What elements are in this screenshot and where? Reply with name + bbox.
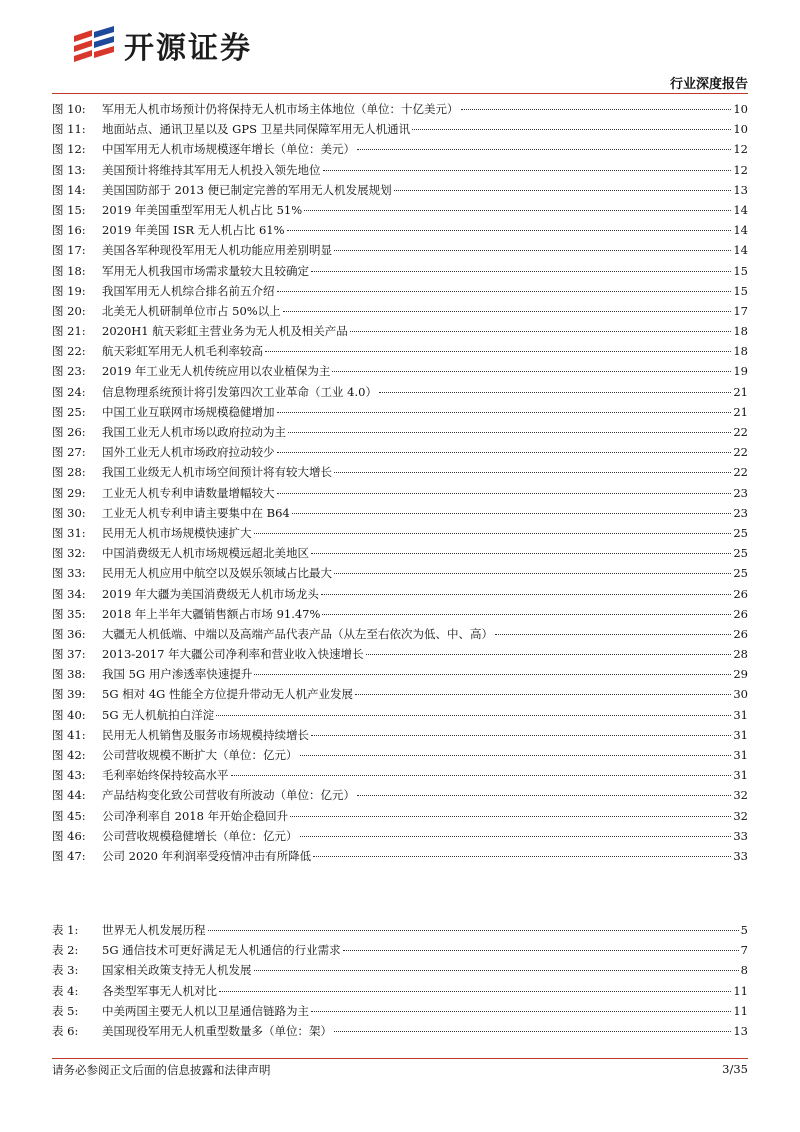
entry-label: 图 35: (52, 606, 86, 621)
table-toc-entry[interactable] (52, 940, 748, 960)
figure-toc-entry[interactable] (52, 684, 748, 704)
entry-title: 信息物理系统预计将引发第四次工业革命（工业 4.0） (102, 384, 377, 399)
entry-page-number: 32 (733, 788, 748, 803)
entry-title: 工业无人机专利申请主要集中在 B64 (102, 505, 290, 520)
entry-title: 2019 年大疆为美国消费级无人机市场龙头 (102, 586, 319, 601)
figure-toc-entry[interactable] (52, 402, 748, 422)
dot-leader (219, 991, 731, 992)
entry-title: 毛利率始终保持较高水平 (102, 768, 229, 783)
figure-toc-entry[interactable] (52, 745, 748, 765)
entry-label: 表 1: (52, 923, 79, 937)
entry-label: 图 26: (52, 425, 86, 439)
entry-title: 中国消费级无人机市场规模远超北美地区 (102, 546, 309, 561)
entry-page-number: 25 (733, 566, 748, 581)
entry-label: 表 2: (52, 943, 79, 958)
entry-title: 2019 年工业无人机传统应用以农业植保为主 (102, 364, 331, 379)
figure-toc-entry[interactable] (52, 361, 748, 381)
entry-page-number: 33 (733, 828, 748, 843)
entry-label: 图 46: (52, 828, 86, 843)
table-toc-entry[interactable] (52, 1001, 748, 1021)
entry-label: 图 44: (52, 788, 86, 803)
entry-title: 2018 年上半年大疆销售额占市场 91.47% (102, 606, 321, 621)
entry-page-number: 19 (733, 364, 748, 379)
entry-label: 图 33: (52, 566, 86, 581)
figure-toc-entry[interactable] (52, 382, 748, 402)
entry-title: 2020H1 航天彩虹主营业务为无人机及相关产品 (102, 324, 348, 339)
figure-toc-entry[interactable] (52, 422, 748, 442)
figure-toc-entry[interactable] (52, 563, 748, 583)
entry-page-number: 10 (733, 122, 748, 137)
footer-divider (52, 1058, 748, 1059)
entry-label: 图 24: (52, 384, 86, 399)
dot-leader (277, 452, 732, 453)
entry-page-number: 13 (733, 1023, 748, 1038)
dot-leader (231, 775, 732, 776)
dot-leader (277, 291, 732, 292)
table-toc-entry[interactable] (52, 960, 748, 980)
entry-title: 美国预计将维持其军用无人机投入领先地位 (102, 162, 321, 177)
dot-leader (277, 412, 732, 413)
table-toc-entry[interactable] (52, 981, 748, 1001)
entry-label: 图 47: (52, 848, 86, 863)
entry-title: 各类型军事无人机对比 (102, 983, 217, 998)
entry-page-number: 15 (733, 263, 748, 278)
entry-title: 中国军用无人机市场规模逐年增长（单位：美元） (102, 142, 355, 157)
entry-label: 图 22: (52, 344, 86, 359)
figure-toc-entry[interactable] (52, 644, 748, 664)
figure-toc-entry[interactable] (52, 826, 748, 846)
entry-page-number: 13 (733, 182, 748, 197)
dot-leader (288, 432, 731, 433)
dot-leader (311, 735, 731, 736)
dot-leader (304, 210, 731, 211)
entry-label: 表 4: (52, 983, 79, 998)
dot-leader (254, 674, 731, 675)
dot-leader (300, 836, 732, 837)
logo-mark-icon (70, 22, 118, 68)
entry-label: 图 21: (52, 324, 86, 339)
entry-page-number: 22 (733, 445, 748, 460)
entry-page-number: 22 (733, 425, 748, 439)
entry-page-number: 25 (733, 546, 748, 561)
figure-toc-entry[interactable] (52, 765, 748, 785)
figure-toc-entry[interactable] (52, 200, 748, 220)
entry-page-number: 31 (733, 707, 748, 722)
entry-title: 公司营收规模不断扩大（单位：亿元） (102, 748, 298, 762)
entry-title: 5G 相对 4G 性能全方位提升带动无人机产业发展 (102, 687, 353, 702)
brand-logo (70, 20, 252, 70)
dot-leader (495, 634, 731, 635)
figure-toc-entry[interactable] (52, 664, 748, 684)
entry-page-number: 8 (740, 963, 748, 978)
dot-leader (290, 816, 731, 817)
entry-title: 5G 通信技术可更好满足无人机通信的行业需求 (102, 943, 341, 958)
entry-label: 图 10: (52, 102, 86, 116)
dot-leader (343, 950, 739, 951)
entry-title: 国外工业无人机市场政府拉动较少 (102, 445, 275, 460)
dot-leader (300, 755, 732, 756)
dot-leader (334, 1031, 731, 1032)
dot-leader (254, 533, 732, 534)
figure-toc-entry[interactable] (52, 624, 748, 644)
entry-label: 表 6: (52, 1023, 79, 1038)
figure-toc-entry[interactable] (52, 180, 748, 200)
entry-title: 美国国防部于 2013 便已制定完善的军用无人机发展规划 (102, 182, 392, 197)
dot-leader (265, 351, 731, 352)
dot-leader (350, 331, 732, 332)
dot-leader (321, 594, 731, 595)
entry-page-number: 31 (733, 748, 748, 762)
entry-title: 我国军用无人机综合排名前五介绍 (102, 283, 275, 298)
entry-label: 图 36: (52, 626, 86, 641)
dot-leader (355, 694, 731, 695)
entry-title: 2019 年美国重型军用无人机占比 51% (102, 202, 303, 217)
entry-title: 产品结构变化致公司营收有所波动（单位：亿元） (102, 788, 355, 803)
entry-label: 图 45: (52, 808, 86, 823)
dot-leader (313, 856, 731, 857)
dot-leader (332, 371, 731, 372)
entry-title: 世界无人机发展历程 (102, 923, 206, 937)
figure-toc-entry[interactable] (52, 240, 748, 260)
entry-label: 图 16: (52, 223, 86, 238)
dot-leader (379, 392, 731, 393)
entry-page-number: 25 (733, 525, 748, 540)
header-divider (52, 93, 748, 94)
entry-title: 美国各军种现役军用无人机功能应用差别明显 (102, 243, 332, 258)
entry-title: 军用无人机市场预计仍将保持无人机市场主体地位（单位：十亿美元） (102, 102, 459, 116)
figure-toc-entry[interactable] (52, 543, 748, 563)
entry-label: 图 27: (52, 445, 86, 460)
entry-title: 我国工业无人机市场以政府拉动为主 (102, 425, 286, 439)
entry-label: 图 19: (52, 283, 86, 298)
entry-page-number: 12 (733, 162, 748, 177)
entry-label: 图 25: (52, 404, 86, 419)
entry-page-number: 23 (733, 505, 748, 520)
dot-leader (366, 654, 732, 655)
entry-label: 图 30: (52, 505, 86, 520)
entry-page-number: 14 (733, 243, 748, 258)
entry-page-number: 14 (733, 202, 748, 217)
entry-page-number: 14 (733, 223, 748, 238)
entry-page-number: 30 (733, 687, 748, 702)
dot-leader (323, 170, 732, 171)
figure-toc-entry[interactable] (52, 220, 748, 240)
entry-page-number: 11 (733, 1003, 748, 1018)
figure-toc-entry[interactable] (52, 725, 748, 745)
figure-toc-entry[interactable] (52, 341, 748, 361)
figure-toc-entry[interactable] (52, 281, 748, 301)
figure-toc-entry[interactable] (52, 584, 748, 604)
figure-toc-entry[interactable] (52, 785, 748, 805)
figure-toc-entry[interactable] (52, 261, 748, 281)
entry-label: 图 18: (52, 263, 86, 278)
table-toc-entry[interactable] (52, 1021, 748, 1041)
entry-label: 图 28: (52, 465, 86, 480)
entry-page-number: 17 (733, 303, 748, 318)
entry-label: 图 37: (52, 647, 86, 662)
dot-leader (311, 1011, 731, 1012)
entry-label: 图 38: (52, 667, 86, 682)
figure-toc-entry[interactable] (52, 99, 748, 119)
brand-name: 开源证券 (124, 31, 252, 66)
figure-toc-entry[interactable] (52, 705, 748, 725)
entry-label: 图 23: (52, 364, 86, 379)
dot-leader (208, 930, 739, 931)
entry-page-number: 29 (733, 667, 748, 682)
entry-page-number: 26 (733, 606, 748, 621)
entry-title: 我国工业级无人机市场空间预计将有较大增长 (102, 465, 332, 480)
figure-toc-entry[interactable] (52, 321, 748, 341)
dot-leader (283, 311, 732, 312)
entry-page-number: 23 (733, 485, 748, 500)
entry-page-number: 26 (733, 586, 748, 601)
entry-title: 军用无人机我国市场需求量较大且较确定 (102, 263, 309, 278)
entry-label: 图 43: (52, 768, 86, 783)
entry-page-number: 21 (733, 404, 748, 419)
entry-title: 民用无人机销售及服务市场规模持续增长 (102, 727, 309, 742)
entry-page-number: 12 (733, 142, 748, 157)
entry-label: 图 39: (52, 687, 86, 702)
entry-title: 民用无人机应用中航空以及娱乐领域占比最大 (102, 566, 332, 581)
entry-label: 图 34: (52, 586, 86, 601)
entry-title: 中美两国主要无人机以卫星通信链路为主 (102, 1003, 309, 1018)
entry-page-number: 21 (733, 384, 748, 399)
figure-toc-entry[interactable] (52, 604, 748, 624)
figure-toc-entry[interactable] (52, 523, 748, 543)
entry-label: 表 3: (52, 963, 79, 978)
figure-toc-entry[interactable] (52, 806, 748, 826)
entry-label: 图 41: (52, 727, 86, 742)
entry-title: 公司净利率自 2018 年开始企稳回升 (102, 808, 289, 823)
dot-leader (357, 795, 731, 796)
figure-toc-entry[interactable] (52, 846, 748, 866)
entry-label: 图 40: (52, 707, 86, 722)
entry-title: 我国 5G 用户渗透率快速提升 (102, 667, 253, 682)
dot-leader (287, 230, 732, 231)
entry-page-number: 28 (733, 647, 748, 662)
dot-leader (394, 190, 732, 191)
entry-title: 中国工业互联网市场规模稳健增加 (102, 404, 275, 419)
entry-label: 图 17: (52, 243, 86, 258)
entry-page-number: 31 (733, 768, 748, 783)
entry-title: 民用无人机市场规模快速扩大 (102, 525, 252, 540)
entry-title: 大疆无人机低端、中端以及高端产品代表产品（从左至右依次为低、中、高） (102, 626, 493, 641)
figure-toc-entry[interactable] (52, 160, 748, 180)
figure-toc-entry[interactable] (52, 483, 748, 503)
entry-title: 地面站点、通讯卫星以及 GPS 卫星共同保障军用无人机通讯 (102, 122, 411, 137)
entry-label: 表 5: (52, 1003, 79, 1018)
table-toc-entry[interactable] (52, 920, 748, 940)
page-number: 3/35 (722, 1062, 748, 1076)
entry-label: 图 31: (52, 525, 86, 540)
figure-toc-entry[interactable] (52, 139, 748, 159)
entry-title: 公司 2020 年利润率受疫情冲击有所降低 (102, 848, 312, 863)
dot-leader (412, 129, 731, 130)
entry-page-number: 32 (733, 808, 748, 823)
entry-page-number: 10 (733, 102, 748, 116)
figure-list (52, 99, 748, 866)
entry-page-number: 18 (733, 324, 748, 339)
entry-page-number: 22 (733, 465, 748, 480)
entry-label: 图 14: (52, 182, 86, 197)
entry-label: 图 13: (52, 162, 86, 177)
entry-title: 5G 无人机航拍白洋淀 (102, 707, 215, 722)
figure-toc-entry[interactable] (52, 503, 748, 523)
entry-title: 2019 年美国 ISR 无人机占比 61% (102, 223, 285, 238)
entry-label: 图 20: (52, 303, 86, 318)
entry-label: 图 15: (52, 202, 86, 217)
entry-title: 国家相关政策支持无人机发展 (102, 963, 252, 978)
dot-leader (334, 250, 731, 251)
dot-leader (311, 553, 731, 554)
figure-toc-entry[interactable] (52, 462, 748, 482)
entry-page-number: 11 (733, 983, 748, 998)
entry-page-number: 26 (733, 626, 748, 641)
entry-title: 2013-2017 年大疆公司净利率和营业收入快速增长 (102, 647, 364, 662)
entry-page-number: 7 (740, 943, 748, 958)
entry-page-number: 15 (733, 283, 748, 298)
dot-leader (357, 149, 731, 150)
dot-leader (334, 472, 731, 473)
dot-leader (334, 573, 731, 574)
table-list (52, 920, 748, 1041)
entry-page-number: 18 (733, 344, 748, 359)
entry-label: 图 29: (52, 485, 86, 500)
figure-toc-entry[interactable] (52, 442, 748, 462)
dot-leader (461, 109, 732, 110)
entry-title: 工业无人机专利申请数量增幅较大 (102, 485, 275, 500)
dot-leader (254, 970, 739, 971)
dot-leader (311, 271, 731, 272)
entry-page-number: 33 (733, 848, 748, 863)
entry-title: 航天彩虹军用无人机毛利率较高 (102, 344, 263, 359)
entry-page-number: 5 (740, 923, 748, 937)
dot-leader (277, 493, 732, 494)
report-type: 行业深度报告 (669, 77, 748, 92)
dot-leader (322, 614, 731, 615)
entry-label: 图 42: (52, 748, 86, 762)
entry-label: 图 12: (52, 142, 86, 157)
entry-title: 北美无人机研制单位市占 50%以上 (102, 303, 281, 318)
entry-title: 公司营收规模稳健增长（单位：亿元） (102, 828, 298, 843)
footer-disclaimer: 请务必参阅正文后面的信息披露和法律声明 (52, 1063, 271, 1077)
dot-leader (216, 715, 731, 716)
figure-toc-entry[interactable] (52, 119, 748, 139)
figure-toc-entry[interactable] (52, 301, 748, 321)
entry-label: 图 32: (52, 546, 86, 561)
entry-title: 美国现役军用无人机重型数量多（单位：架） (102, 1023, 332, 1038)
entry-page-number: 31 (733, 727, 748, 742)
dot-leader (292, 513, 732, 514)
entry-label: 图 11: (52, 122, 86, 137)
